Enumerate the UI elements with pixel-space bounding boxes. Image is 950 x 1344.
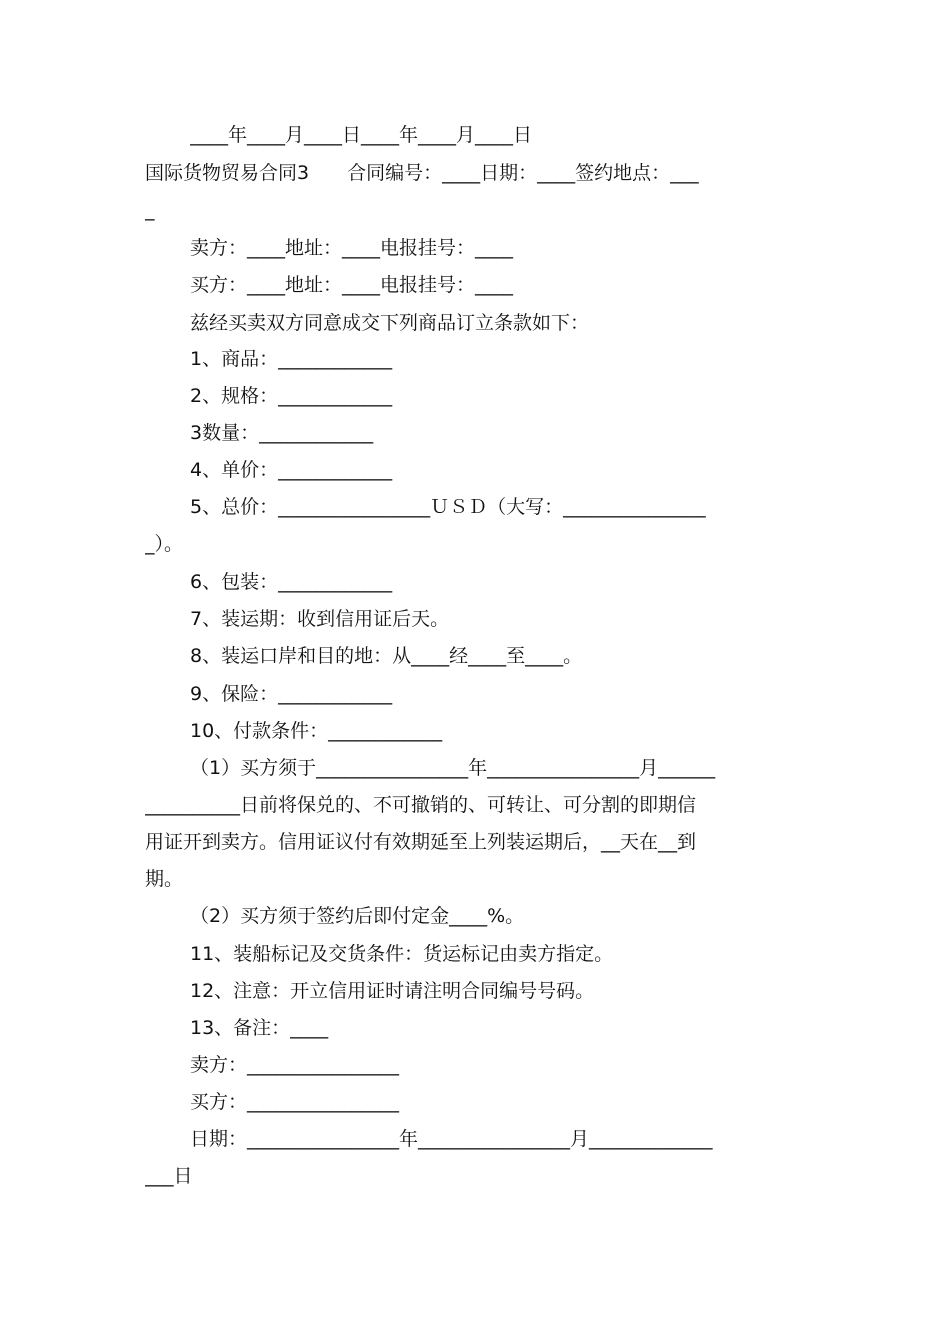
clause-total-price-cont: _）。 xyxy=(145,533,184,555)
payment-sub-2: （2）买方须于签约后即付定金____%。 xyxy=(190,905,525,927)
payment-sub-1-cont: 用证开到卖方。信用证议付有效期延至上列装运期后，__天在__到 xyxy=(145,831,697,853)
buyer-line: 买方：____地址：____电报挂号：____ xyxy=(190,274,514,296)
payment-sub-1: （1）买方须于________________年________________月______ xyxy=(190,757,716,779)
seller-line: 卖方：____地址：____电报挂号：____ xyxy=(190,237,514,259)
clause-specification: 2、规格：____________ xyxy=(190,385,393,407)
clause-notice: 12、注意：开立信用证时请注明合同编号号码。 xyxy=(190,980,595,1002)
clause-ports: 8、装运口岸和目的地：从____经____至____。 xyxy=(190,645,583,667)
clause-packing: 6、包装：____________ xyxy=(190,571,393,593)
contract-header-line: 国际货物贸易合同3 合同编号：____日期：____签约地点：___ xyxy=(145,162,699,184)
clause-total-price: 5、总价：________________ＵＳＤ（大写：_______________ xyxy=(190,496,706,518)
clause-commodity: 1、商品：____________ xyxy=(190,348,393,370)
contract-header-line-cont: _ xyxy=(145,199,155,221)
clause-insurance: 9、保险：____________ xyxy=(190,683,393,705)
signature-seller: 卖方：________________ xyxy=(190,1054,400,1076)
signature-date: 日期：________________年________________月_____________ xyxy=(190,1128,713,1150)
clause-shipment: 7、装运期：收到信用证后天。 xyxy=(190,608,450,630)
date-line: ____年____月____日____年____月____日 xyxy=(190,124,533,146)
payment-sub-1-cont: 期。 xyxy=(145,868,184,890)
clause-payment: 10、付款条件：____________ xyxy=(190,720,443,742)
clause-quantity: 3数量：____________ xyxy=(190,422,374,444)
signature-buyer: 买方：________________ xyxy=(190,1091,400,1113)
clause-unit-price: 4、单价：____________ xyxy=(190,459,393,481)
intro-line: 兹经买卖双方同意成交下列商品订立条款如下： xyxy=(190,312,590,334)
clause-remarks: 13、备注：____ xyxy=(190,1017,329,1039)
clause-marks: 11、装船标记及交货条件：货运标记由卖方指定。 xyxy=(190,943,614,965)
payment-sub-1-cont: __________日前将保兑的、不可撤销的、可转让、可分割的即期信 xyxy=(145,794,697,816)
signature-date-cont: ___日 xyxy=(145,1165,193,1187)
